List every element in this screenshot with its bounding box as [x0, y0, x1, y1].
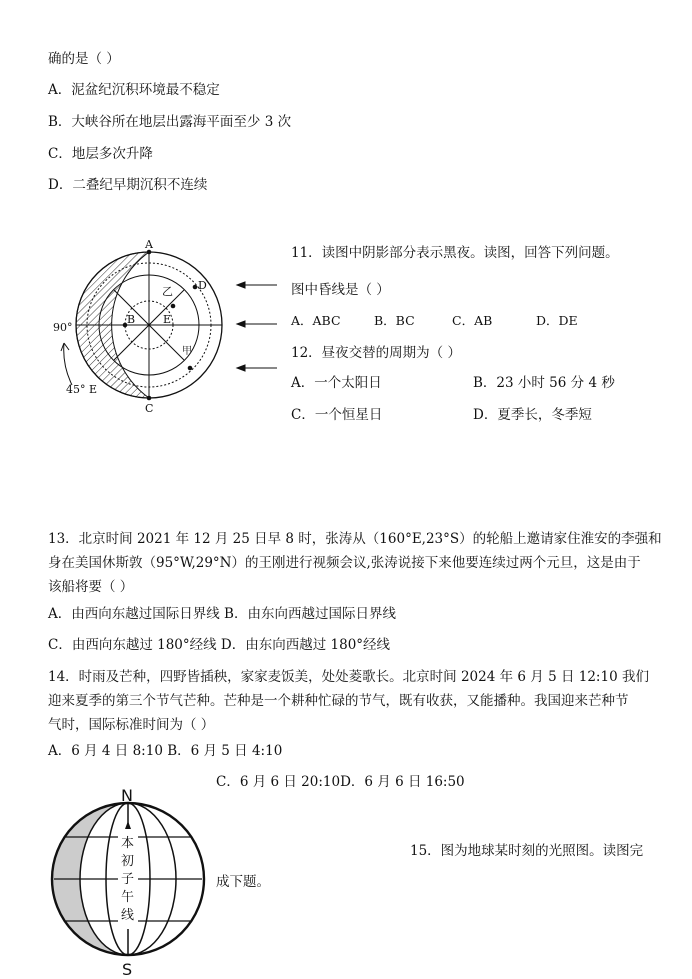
meridian-char-1: 本: [121, 836, 135, 851]
q12-option-b: B．23 小时 56 分 4 秒: [473, 375, 615, 391]
q13-line-3: 该船将要（ ）: [48, 579, 134, 595]
q11-option-d: D．DE: [536, 313, 578, 328]
q10-option-a: A．泥盆纪沉积环境最不稳定: [48, 82, 220, 98]
label-b: B: [127, 313, 136, 326]
q14-line-2: 迎来夏季的第三个节气芒种。芒种是一个耕种忙碌的节气，既有收获，又能播种。我国迎来芒种节: [48, 693, 629, 709]
q11-option-a: A．ABC: [291, 313, 341, 328]
label-a: A: [145, 238, 153, 251]
q11-option-b: B．BC: [374, 313, 415, 328]
q14-options-ab: A．6 月 4 日 8:10 B．6 月 5 日 4:10: [48, 743, 283, 759]
globe-figure: [50, 787, 210, 977]
q14-line-3: 气时，国际标准时间为（ ）: [48, 717, 215, 733]
q10-option-d: D．二叠纪早期沉积不连续: [48, 177, 208, 193]
q12-option-c: C．一个恒星日: [291, 407, 383, 423]
q14-options-cd: C．6 月 6 日 20:10D．6 月 6 日 16:50: [216, 774, 465, 790]
q15-stem-a: 15．图为地球某时刻的光照图。读图完: [410, 843, 644, 859]
q11-option-c: C．AB: [452, 313, 493, 328]
q10-tail: 确的是（ ）: [48, 51, 120, 67]
q14-line-1: 14．时雨及芒种，四野皆插秧，家家麦饭美，处处菱歌长。北京时间 2024 年 6 月 5 日 12:10 我们: [48, 669, 649, 685]
q13-options-ab: A．由西向东越过国际日界线 B．由东向西越过国际日界线: [48, 606, 396, 622]
meridian-char-2: 初: [121, 854, 135, 869]
q12-option-d: D．夏季长，冬季短: [473, 407, 592, 423]
label-e: E: [163, 313, 172, 326]
label-c: C: [145, 402, 154, 415]
q13-line-1: 13．北京时间 2021 年 12 月 25 日早 8 时，张涛从（160°E,23°S）的轮船上邀请家住淮安的李强和: [48, 531, 662, 547]
sunlight-arrows: [233, 275, 293, 375]
label-d: D: [198, 279, 207, 292]
q11-stem: 11．读图中阴影部分表示黑夜。读图，回答下列问题。: [291, 245, 619, 261]
meridian-char-4: 午: [121, 890, 135, 905]
q12-option-a: A．一个太阳日: [291, 375, 382, 391]
meridian-char-5: 线: [121, 908, 135, 923]
meridian-char-3: 子: [121, 872, 135, 887]
q10-option-c: C．地层多次升降: [48, 146, 153, 162]
q13-line-2: 身在美国休斯敦（95°W,29°N）的王刚进行视频会议,张涛说接下来他要连续过两个元旦，这是由于: [48, 555, 641, 571]
q12-stem: 12．昼夜交替的周期为（ ）: [291, 345, 461, 361]
q15-stem-b: 成下题。: [216, 874, 270, 890]
north-label: N: [121, 787, 133, 805]
label-45e: 45° E: [66, 383, 98, 396]
q11-sub: 图中昏线是（ ）: [291, 282, 390, 298]
q13-options-cd: C．由西向东越过 180°经线 D．由东向西越过 180°经线: [48, 637, 391, 653]
south-label: S: [122, 960, 133, 977]
label-90: 90°: [53, 321, 73, 334]
q10-option-b: B．大峡谷所在地层出露海平面至少 3 次: [48, 114, 292, 130]
label-yi: 乙: [162, 285, 173, 298]
label-jia: 甲: [182, 346, 192, 357]
